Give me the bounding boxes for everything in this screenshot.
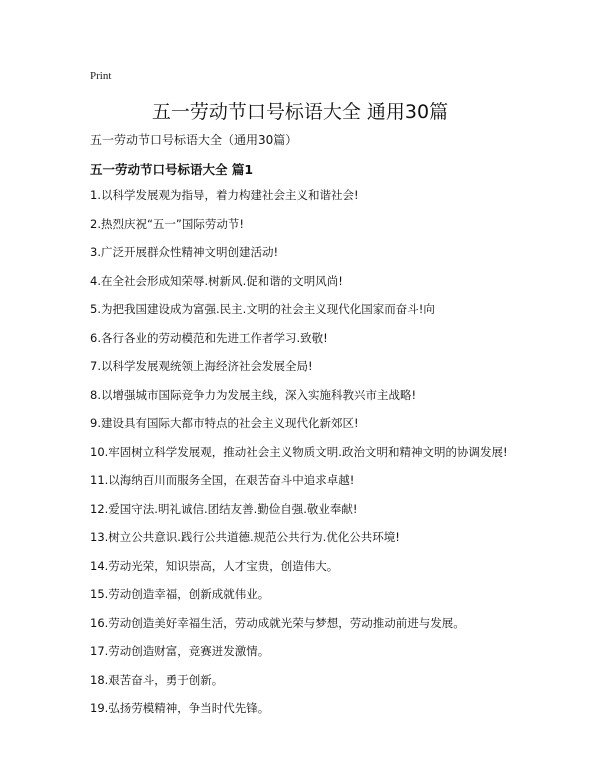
slogan-item: 8.以增强城市国际竞争力为发展主线，深入实施科教兴市主战略! (90, 387, 417, 402)
slogan-item: 1.以科学发展观为指导，着力构建社会主义和谐社会! (90, 188, 359, 202)
slogan-item: 19.弘扬劳模精神，争当时代先锋。 (90, 701, 270, 715)
slogan-item: 5.为把我国建设成为富强.民主.文明的社会主义现代化国家而奋斗!向 (90, 302, 435, 316)
slogan-item: 14.劳动光荣，知识崇高，人才宝贵，创造伟大。 (90, 558, 339, 573)
slogan-item: 9.建设具有国际大都市特点的社会主义现代化新郊区! (90, 416, 359, 430)
slogan-item: 17.劳动创造财富，竞赛迸发激情。 (90, 644, 270, 658)
document-title: 五一劳动节口号标语大全 通用30篇 (151, 101, 449, 123)
slogan-item: 13.树立公共意识.践行公共道德.规范公共行为.优化公共环境! (90, 530, 400, 544)
slogan-item: 12.爱国守法.明礼诚信.团结友善.勤俭自强.敬业奉献! (90, 501, 358, 516)
slogan-item: 4.在全社会形成知荣辱.树新风.促和谐的文明风尚! (90, 273, 343, 288)
print-link[interactable]: Print (90, 70, 112, 82)
slogan-item: 10.牢固树立科学发展观，推动社会主义物质文明.政治文明和精神文明的协调发展! (90, 444, 508, 459)
slogan-item: 3.广泛开展群众性精神文明创建活动! (90, 245, 279, 259)
slogan-item: 18.艰苦奋斗，勇于创新。 (90, 672, 224, 687)
slogan-item: 6.各行各业的劳动模范和先进工作者学习.致敬! (90, 330, 328, 345)
slogan-list (90, 187, 570, 729)
slogan-item: 16.劳动创造美好幸福生活，劳动成就光荣与梦想，劳动推动前进与发展。 (90, 615, 465, 630)
slogan-item: 7.以科学发展观统领上海经济社会发展全局! (90, 359, 313, 373)
slogan-item: 2.热烈庆祝“五一”国际劳动节! (90, 216, 244, 231)
section-heading: 五一劳动节口号标语大全 篇1 (90, 162, 254, 177)
slogan-item: 11.以海纳百川而服务全国，在艰苦奋斗中追求卓越! (90, 473, 355, 487)
document-subtitle: 五一劳动节口号标语大全（通用30篇） (90, 133, 298, 147)
slogan-item: 15.劳动创造幸福，创新成就伟业。 (90, 587, 270, 601)
